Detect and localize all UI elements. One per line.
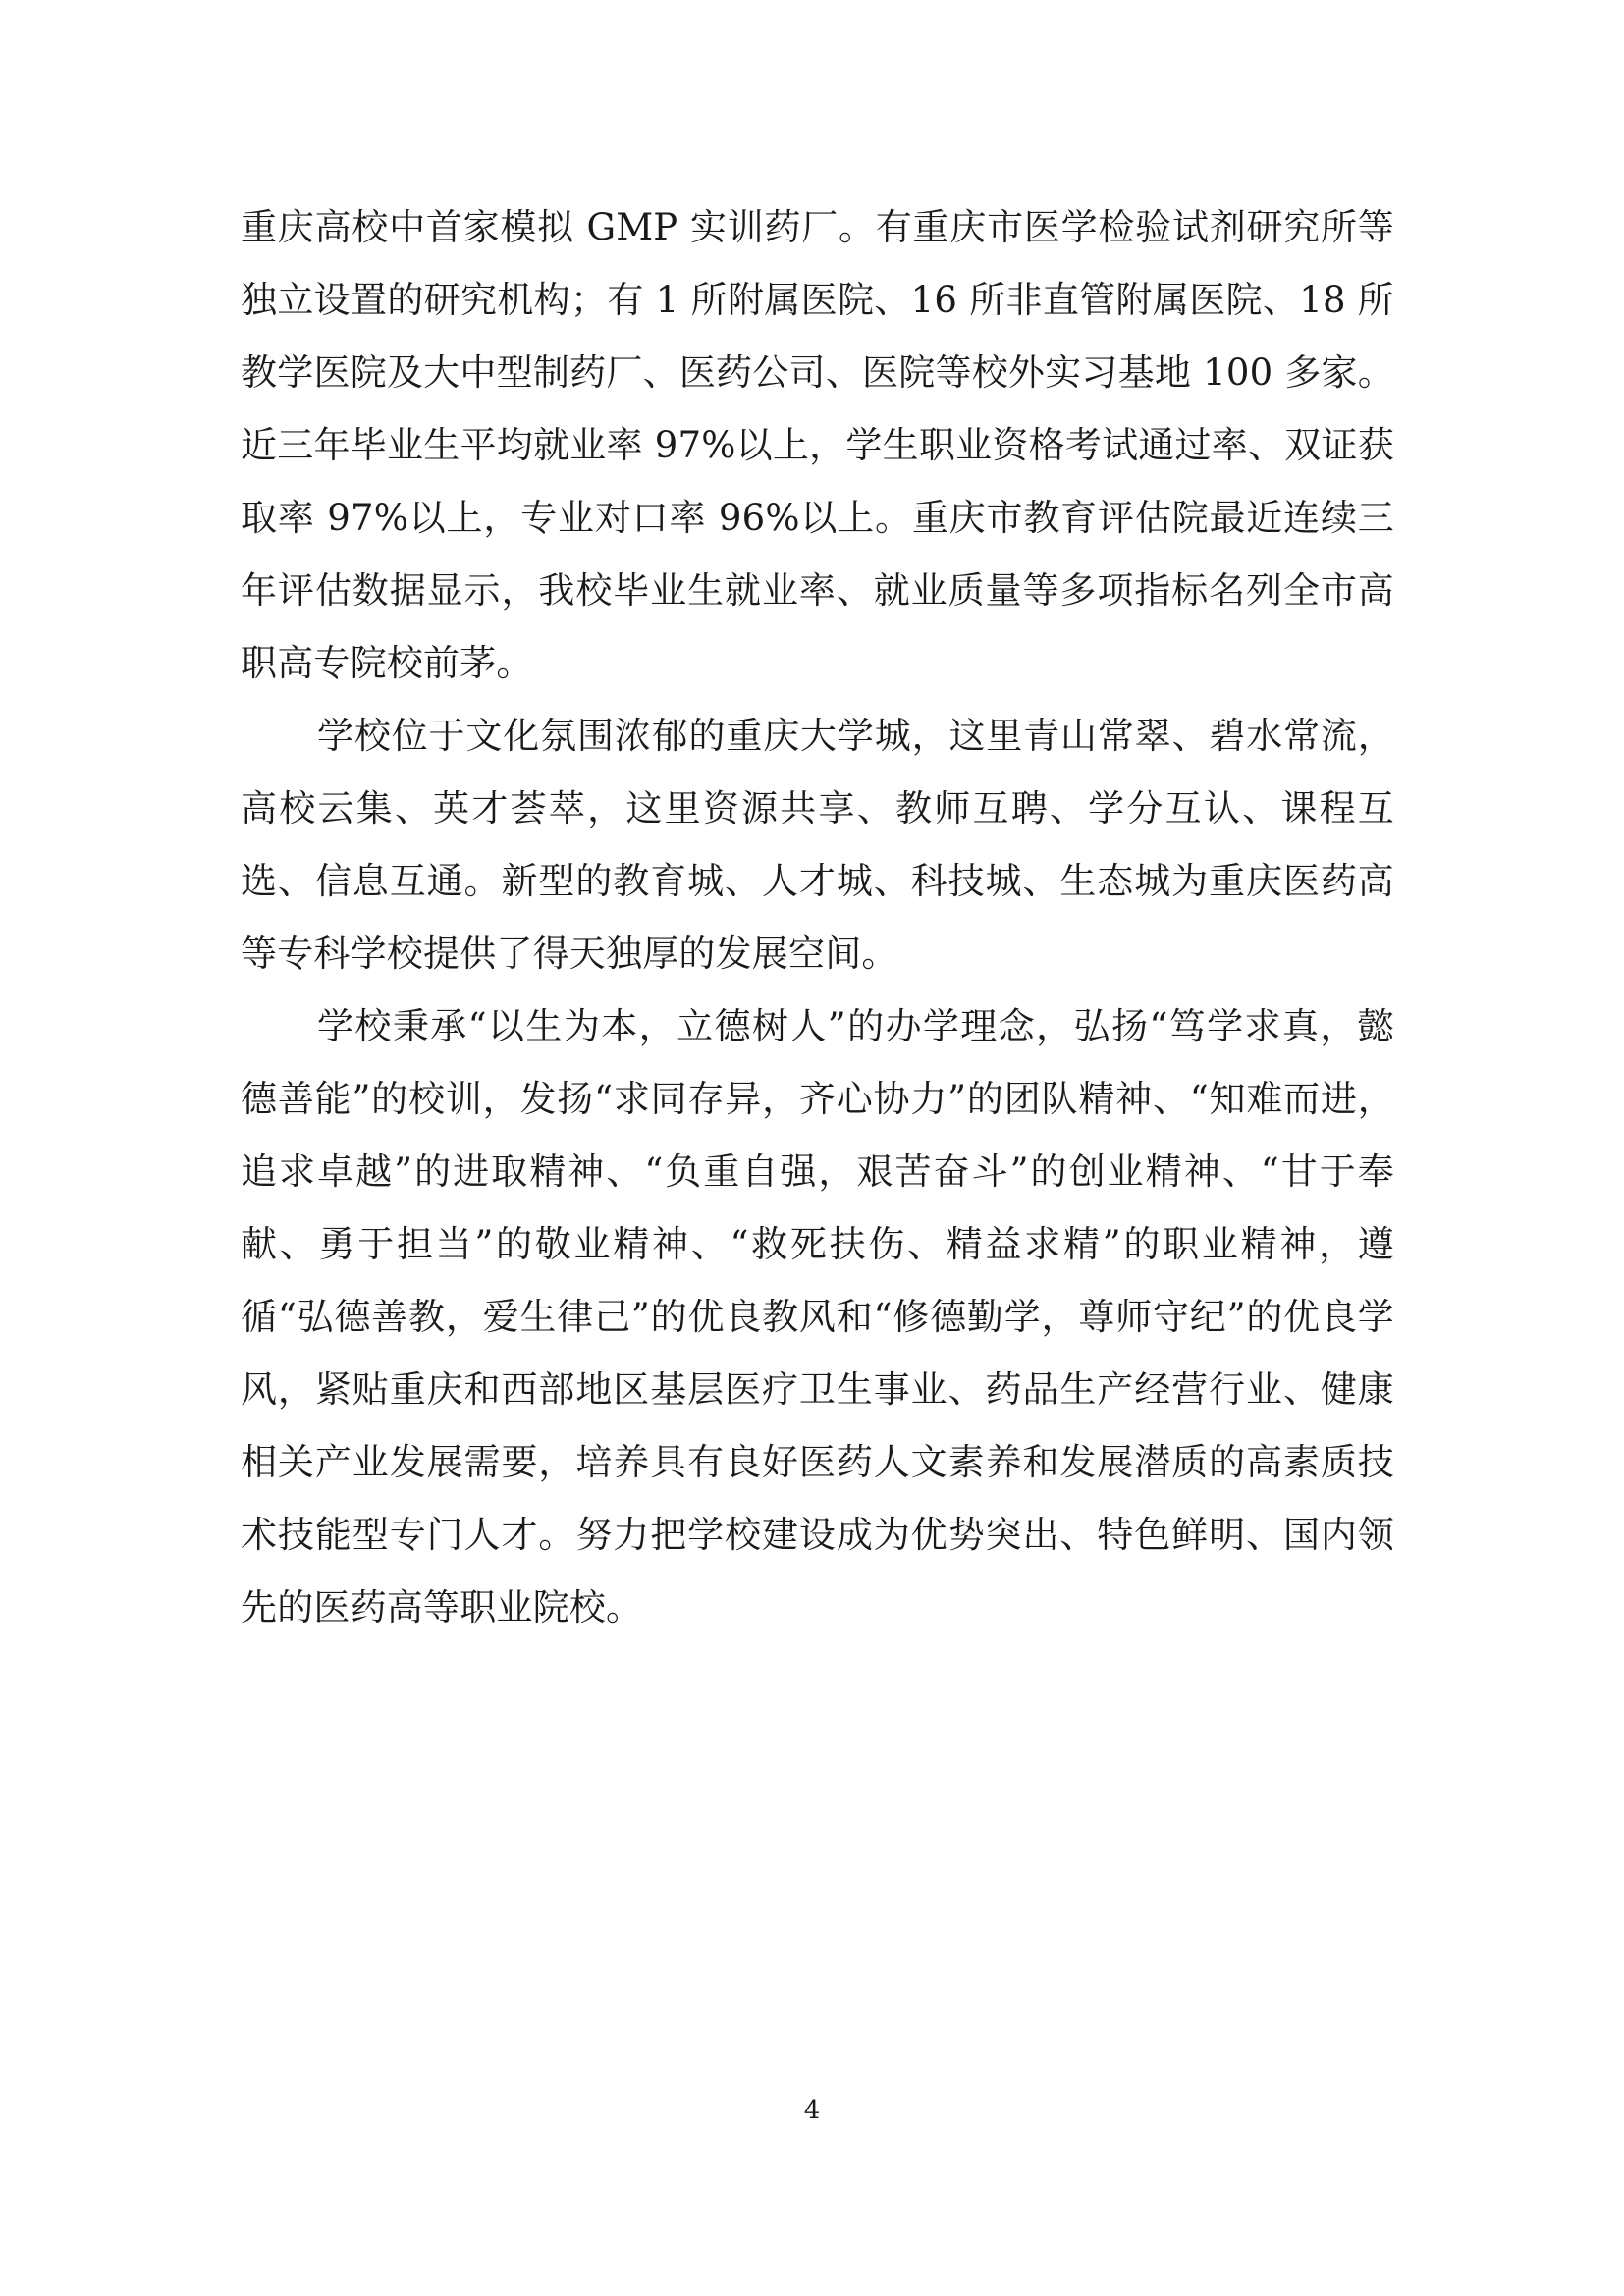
paragraph-2: 学校位于文化氛围浓郁的重庆大学城，这里青山常翠、碧水常流，高校云集、英才荟萃，这里资源共享、教师互聘、学分互认、课程互选、信息互通。新型的教育城、人才城、科技城、生态城为重庆医药高等专科学校提供了得天独厚的发展空间。 xyxy=(241,715,1394,975)
paragraph-3: 学校秉承“以生为本，立德树人”的办学理念，弘扬“笃学求真，懿德善能”的校训，发扬“求同存异，齐心协力”的团队精神、“知难而进，追求卓越”的进取精神、“负重自强，艰苦奋斗”的创业精神、“甘于奉献、勇于担当”的敬业精神、“救死扶伤、精益求精”的职业精神，遵循“弘德善教，爱生律己”的优良教风和“修德勤学，尊师守纪”的优良学风，紧贴重庆和西部地区基层医疗卫生事业、药品生产经营行业、健康相关产业发展需要，培养具有良好医药人文素养和发展潜质的高素质技术技能型专门人才。努力把学校建设成为优势突出、特色鲜明、国内领先的医药高等职业院校。 xyxy=(241,1005,1394,1629)
page-number: 4 xyxy=(803,2096,821,2125)
paragraph-1: 重庆高校中首家模拟 GMP 实训药厂。有重庆市医学检验试剂研究所等独立设置的研究机构；有 1 所附属医院、16 所非直管附属医院、18 所教学医院及大中型制药厂、医药公司、医院等校外实习基地 100 多家。近三年毕业生平均就业率 97%以上，学生职业资格考试通过率、双证获取率 97%以上，专业对口率 96%以上。重庆市教育评估院最近连续三年评估数据显示，我校毕业生就业率、就业质量等多项指标名列全市高职高专院校前茅。 xyxy=(241,206,1394,684)
page-body xyxy=(241,191,1394,1644)
